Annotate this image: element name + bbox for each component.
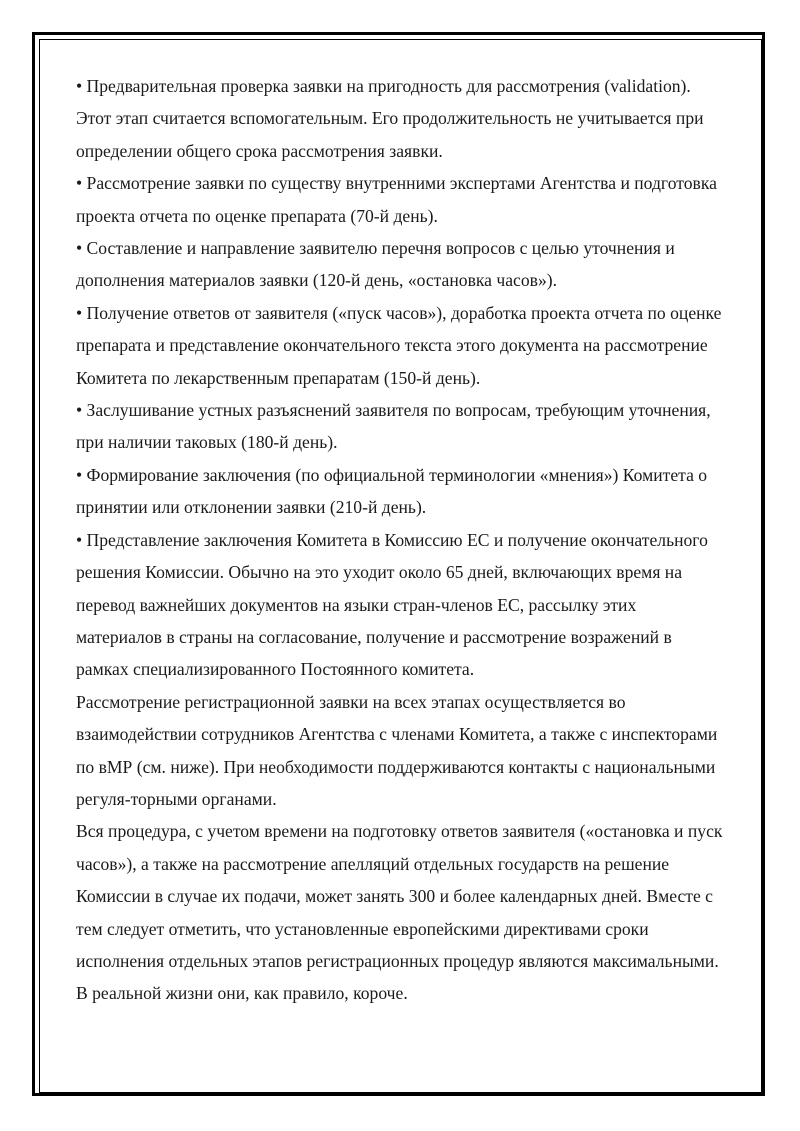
paragraph-interaction: Рассмотрение регистрационной заявки на всех этапах осуществляется во взаимодействии сотрудников Агентства с членами Комитета, а также с инспекторами по вМР (см. ниже). При необходимости поддерживаются контакты с национальными регуля-торными органами. — [76, 691, 718, 809]
list-item-expert-review: • Рассмотрение заявки по существу внутренними экспертами Агентства и подготовка проекта отчета по оценке препарата (70-й день). — [76, 173, 717, 226]
list-item-questions: • Составление и направление заявителю перечня вопросов с целью уточнения и дополнения материалов заявки (120-й день, «остановка часов»). — [76, 238, 675, 291]
list-item-commission-decision: • Представление заключения Комитета в Комиссию ЕС и получение окончательного решения Комиссии. Обычно на это уходит около 65 дней, включающих время на перевод важнейших документов на языки стран-членов ЕС, рассылку этих материалов в страны на согласование, получение и рассмотрение возражений в рамках специализированного Постоянного комитета. — [76, 529, 708, 680]
list-item-answers: • Получение ответов от заявителя («пуск часов»), доработка проекта отчета по оценке препарата и представление окончательного текста этого документа на рассмотрение Комитета по лекарственным препаратам (150-й день). — [76, 302, 722, 388]
list-item-validation: • Предварительная проверка заявки на пригодность для рассмотрения (validation). Этот этап считается вспомогательным. Его продолжительность не учитывается при определении общего срока рассмотрения заявки. — [76, 76, 704, 161]
list-item-opinion: • Формирование заключения (по официальной терминологии «мнения») Комитета о принятии или отклонении заявки (210-й день). — [76, 464, 708, 518]
paragraph-procedure-duration: Вся процедура, с учетом времени на подготовку ответов заявителя («остановка и пуск часов»), а также на рассмотрение апелляций отдельных государств на решение Комиссии в случае их подачи, может занять 300 и более календарных дней. Вместе с тем следует отметить, что установленные европейскими директивами сроки исполнения отдельных этапов регистрационных процедур являются максимальными. В реальной жизни они, как правило, короче. — [76, 821, 723, 1004]
list-item-oral-explanations: • Заслушивание устных разъяснений заявителя по вопросам, требующим уточнения, при наличии таковых (180-й день). — [76, 400, 711, 453]
document-body — [76, 70, 726, 1010]
